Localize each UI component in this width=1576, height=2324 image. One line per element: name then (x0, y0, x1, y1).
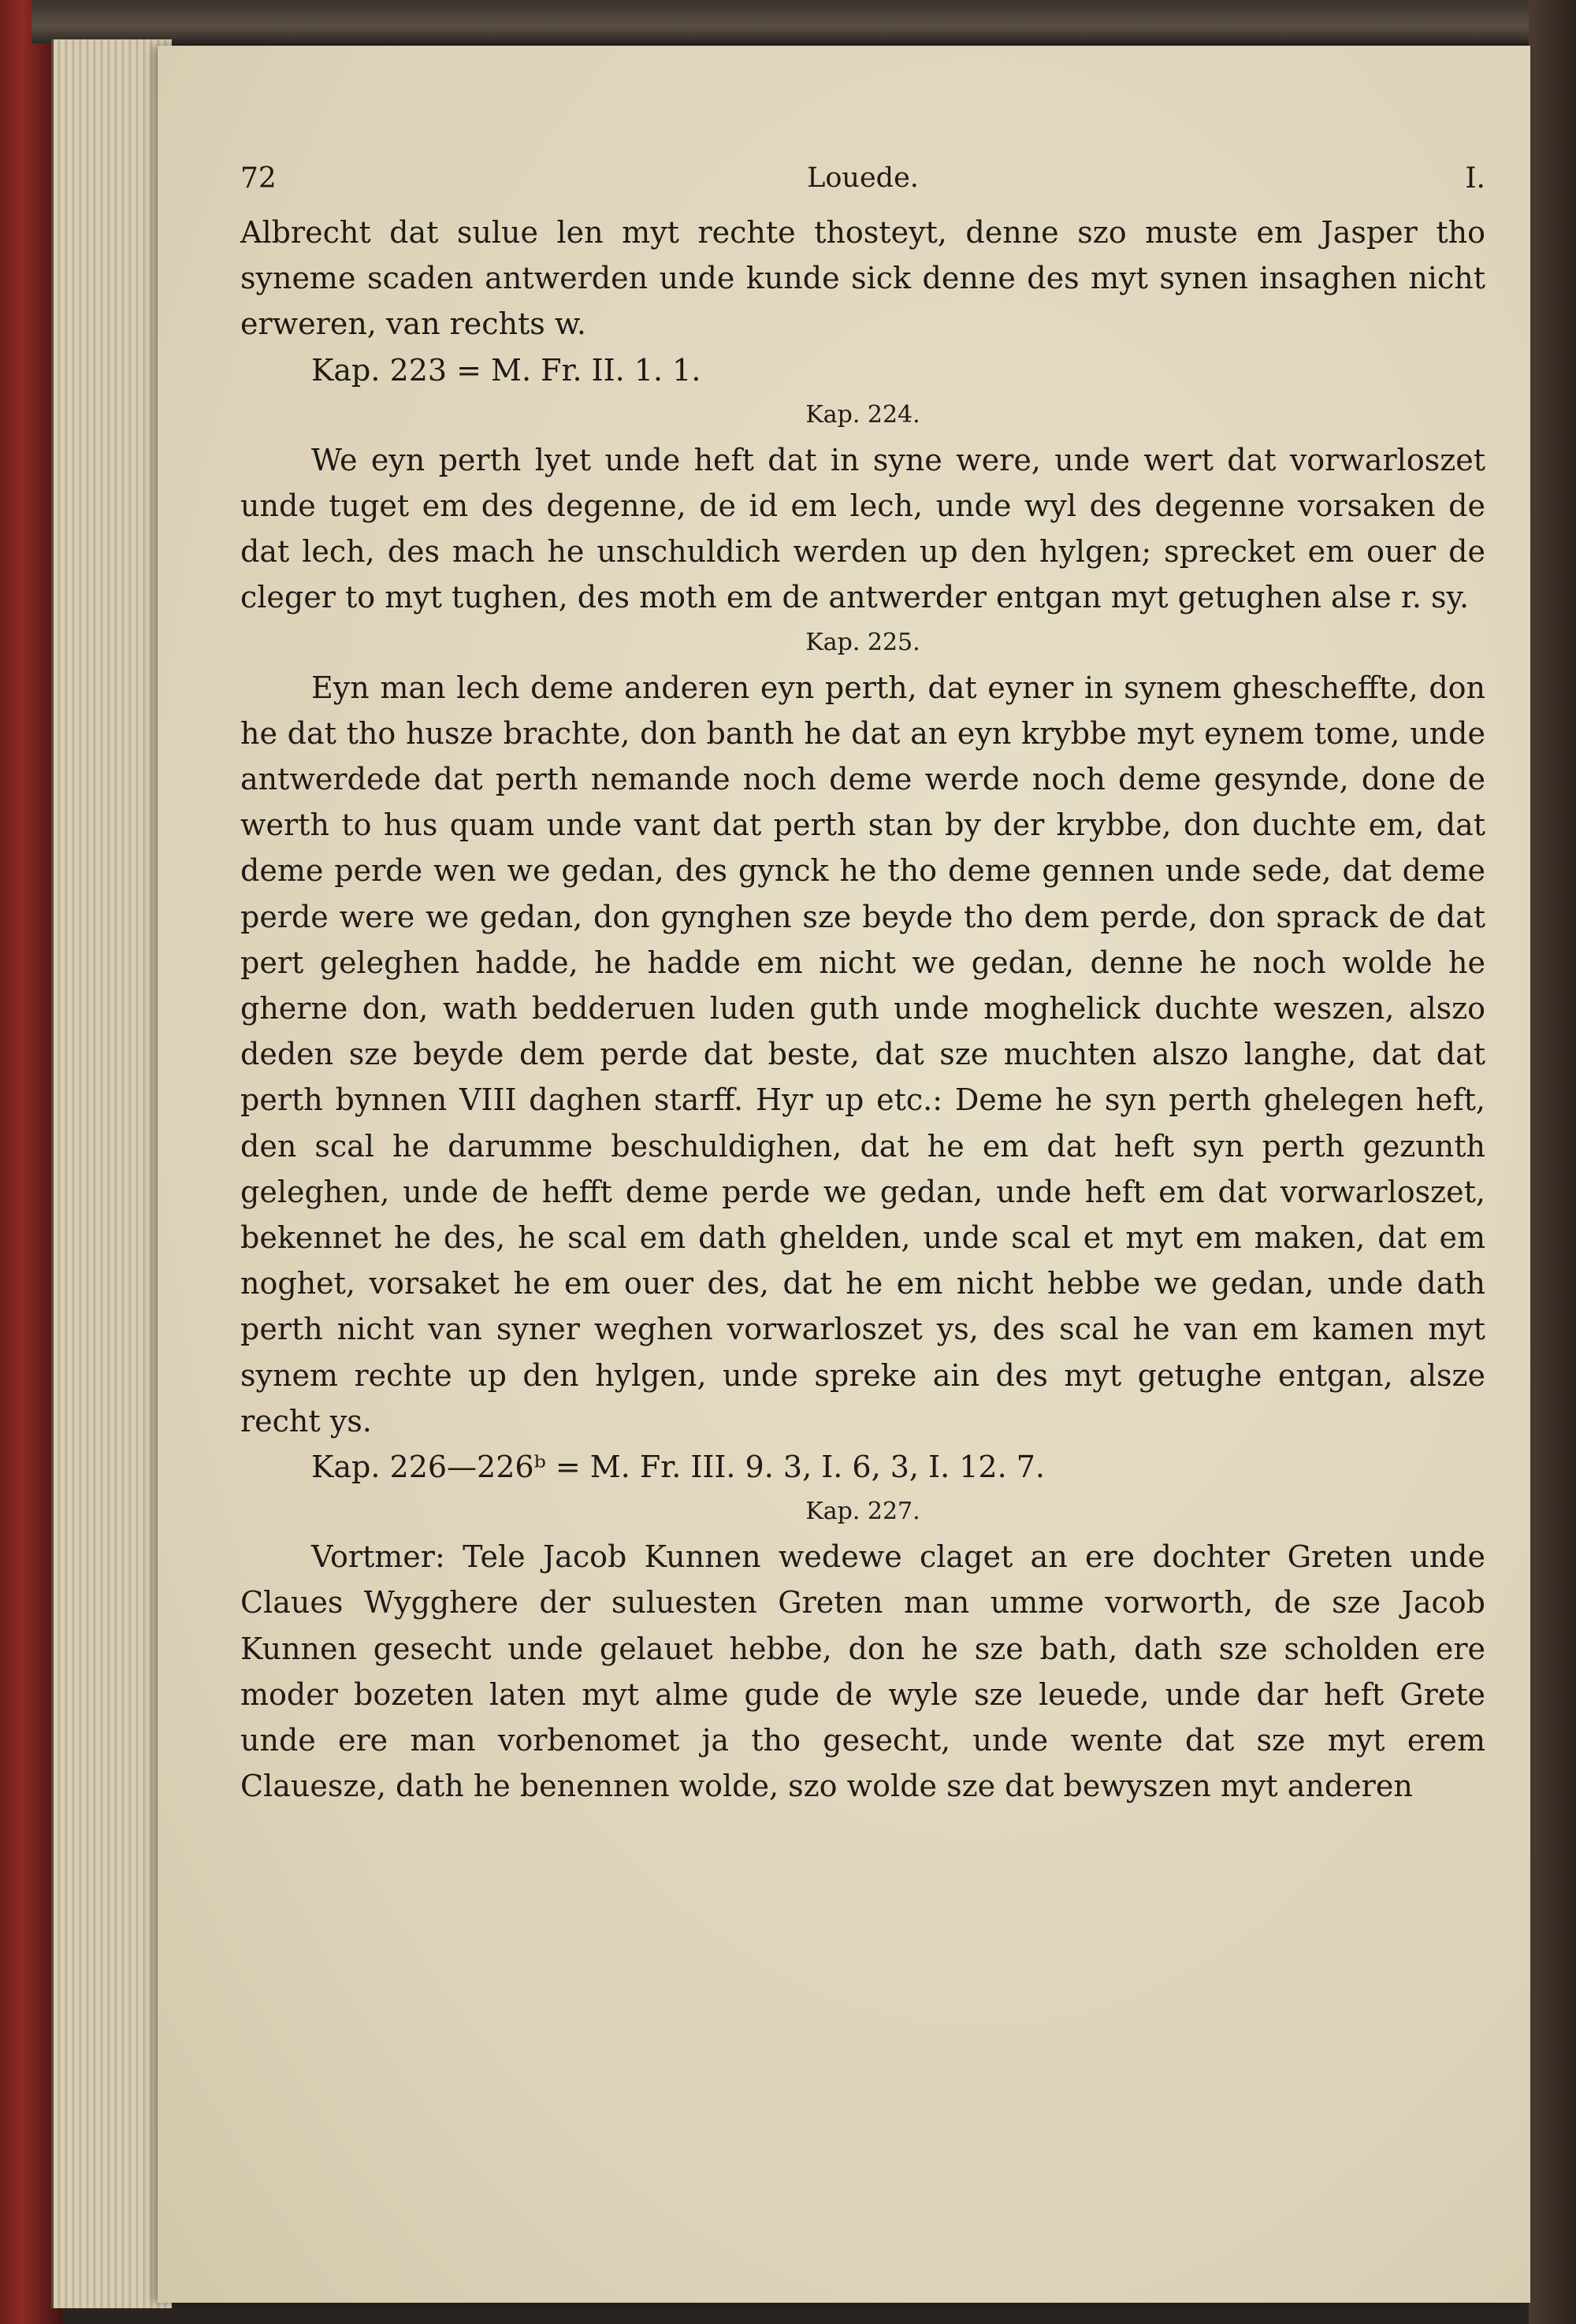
section-mark: I. (1465, 162, 1485, 195)
body-text (240, 210, 1485, 1810)
chapter-reference-223: Kap. 223 = M. Fr. II. 1. 1. (311, 352, 701, 388)
paragraph-224: We eyn perth lyet unde heft dat in syne were, unde wert dat vorwarloszet unde tuget em des degenne, de id em lech, unde wyl des degenne vorsaken de dat lech, des mach he unschuldich werden up den hylgen; sprecket em ouer de cleger to myt tughen, des moth em de antwerder entgan myt getughen alse r. sy. (240, 442, 1485, 615)
page-number: 72 (240, 162, 277, 195)
chapter-heading-224: Kap. 224. (805, 400, 920, 429)
chapter-heading-225: Kap. 225. (805, 628, 920, 656)
paragraph-227: Vortmer: Tele Jacob Kunnen wedewe claget an ere dochter Greten unde Claues Wygghere der suluesten Greten man umme vorworth, de sze Jacob Kunnen gesecht unde gelauet hebbe, don he sze bath, dath sze scholden ere moder bozeten laten myt alme gude de wyle sze leuede, unde dar heft Grete unde ere man vorbenomet ja tho gesecht, unde wente dat sze myt erem Clauesze, dath he benennen wolde, szo wolde sze dat bewyszen myt anderen (240, 1539, 1485, 1804)
page-text-block (240, 162, 1485, 1810)
paragraph-continuation: Albrecht dat sulue len myt rechte thosteyt, denne szo muste em Jasper tho syneme scaden antwerden unde kunde sick denne des myt synen insaghen nicht erweren, van rechts w. (240, 215, 1485, 342)
book-binding-top (32, 0, 1576, 43)
running-title: Louede. (807, 162, 919, 194)
page-edges (51, 39, 172, 2308)
book-binding-right (1529, 0, 1576, 2324)
chapter-reference-226: Kap. 226—226ᵇ = M. Fr. III. 9. 3, I. 6, 3, I. 12. 7. (311, 1450, 1045, 1485)
paragraph-225: Eyn man lech deme anderen eyn perth, dat eyner in synem ghescheffte, don he dat tho husze brachte, don banth he dat an eyn krybbe myt eynem tome, unde antwerdede dat perth nemande noch deme werde noch deme gesynde, done de werth to hus quam unde vant dat perth stan by der krybbe, don duchte em, dat deme perde wen we gedan, des gynck he tho deme gennen unde sede, dat deme perde were we gedan, don gynghen sze beyde tho dem perde, don sprack de dat pert geleghen hadde, he hadde em nicht we gedan, denne he noch wolde he gherne don, wath bedderuen luden guth unde moghelick duchte weszen, alszo deden sze beyde dem perde dat beste, dat sze muchten alszo langhe, dat dat perth bynnen VIII daghen starff. Hyr up etc.: Deme he syn perth ghelegen heft, den scal he darumme beschuldighen, dat he em dat heft syn perth gezunth geleghen, unde de hefft deme perde we gedan, unde heft em dat vorwarloszet, bekennet he des, he scal em dath ghelden, unde scal et myt em maken, dat em noghet, vorsaket he em ouer des, dat he em nicht hebbe we gedan, unde dath perth nicht van syner weghen vorwarloszet ys, des scal he van em kamen myt synem rechte up den hylgen, unde spreke ain des myt getughe entgan, alsze recht ys. (240, 670, 1485, 1439)
chapter-heading-227: Kap. 227. (805, 1498, 920, 1526)
running-header (240, 162, 1485, 210)
